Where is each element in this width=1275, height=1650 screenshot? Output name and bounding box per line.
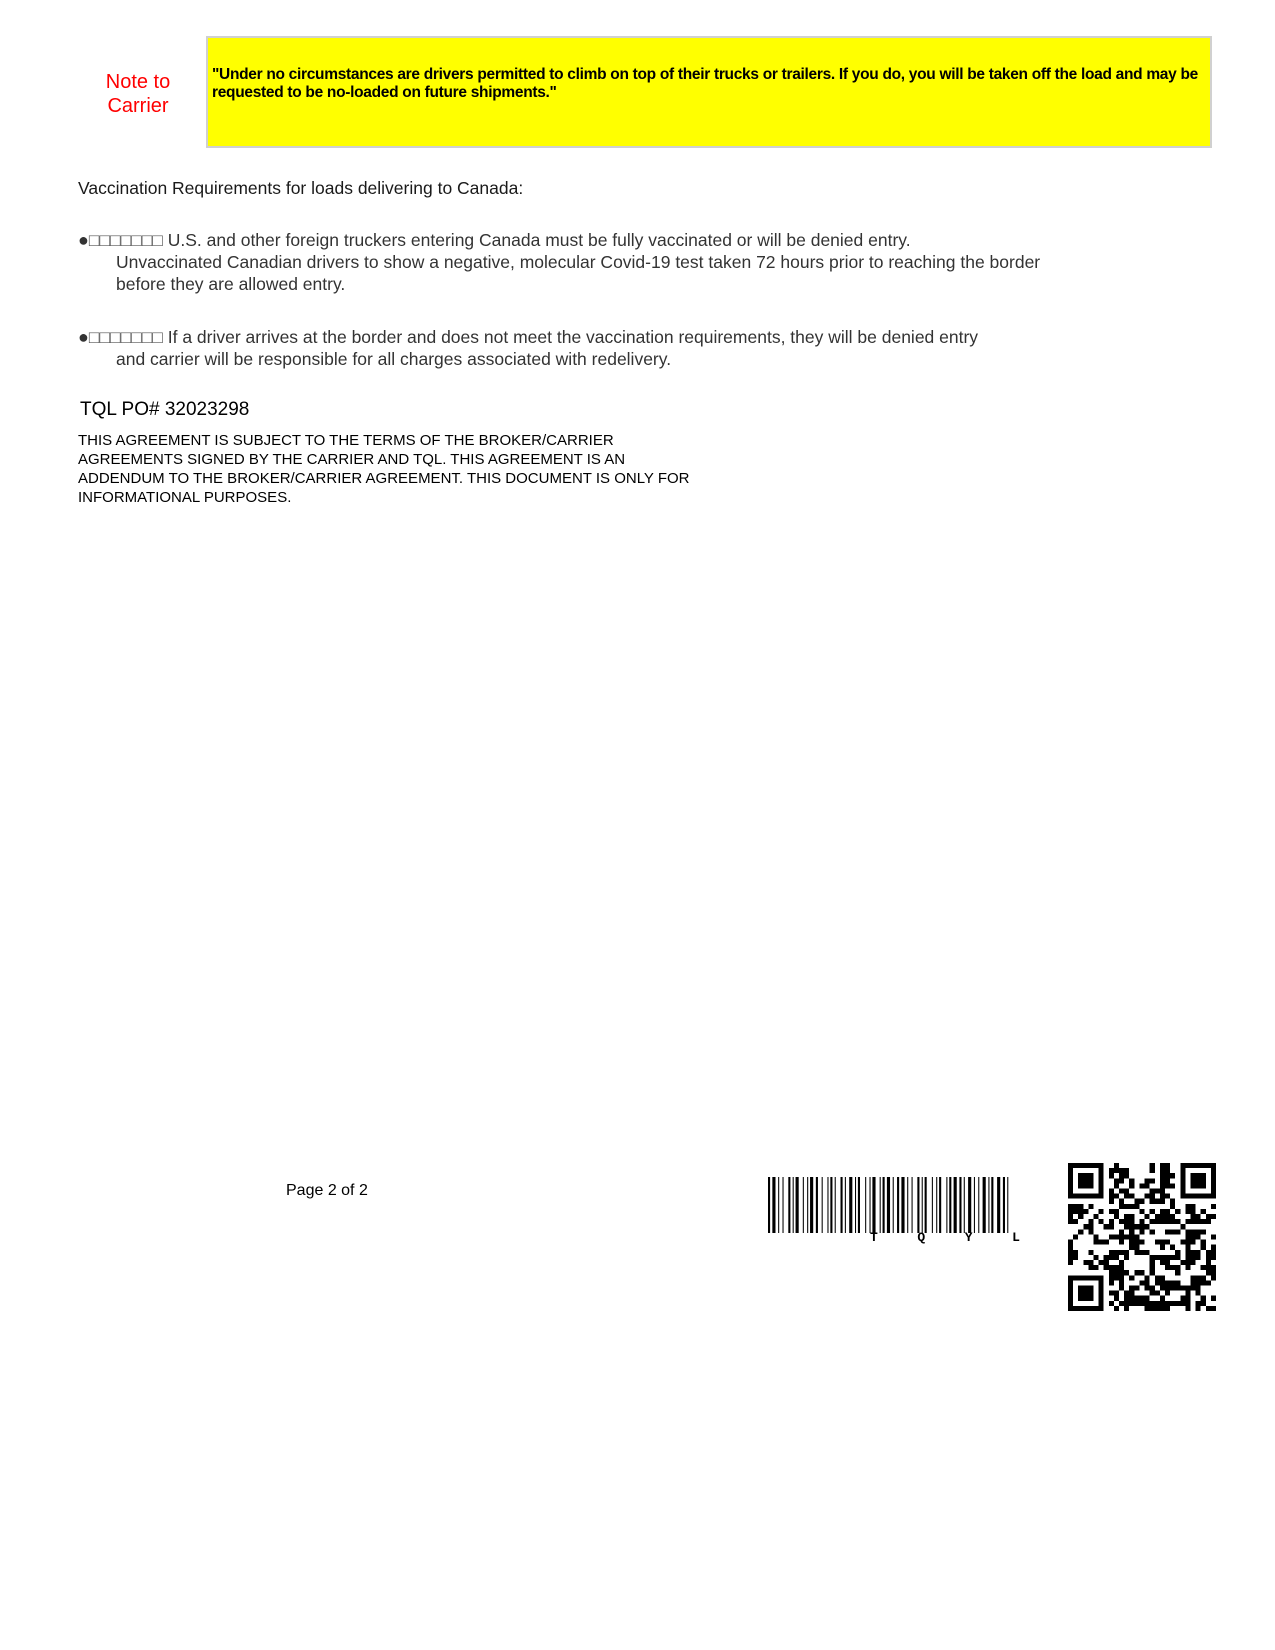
note-label-line1: Note to bbox=[105, 71, 171, 93]
qr-code bbox=[1068, 1163, 1216, 1311]
vaccination-heading: Vaccination Requirements for loads delivering to Canada: bbox=[78, 178, 524, 198]
agreement-line: AGREEMENTS SIGNED BY THE CARRIER AND TQL. THIS AGREEMENT IS AN bbox=[78, 451, 626, 468]
vaccination-bullet bbox=[78, 229, 1058, 295]
bullet-icon: ● bbox=[78, 327, 89, 347]
bullet-first-line: If a driver arrives at the border and does not meet the vaccination requirements, they will be denied entry bbox=[167, 327, 979, 347]
bullet-first-line: U.S. and other foreign truckers entering Canada must be fully vaccinated or will be denied entry. bbox=[167, 230, 911, 250]
note-to-carrier-label bbox=[88, 70, 188, 118]
missing-glyph-boxes: □□□□□□□ bbox=[88, 230, 163, 250]
barcode-caption bbox=[870, 1230, 1020, 1245]
missing-glyph-boxes: □□□□□□□ bbox=[88, 327, 163, 347]
barcode-char: Q bbox=[917, 1230, 926, 1245]
agreement-line: ADDENDUM TO THE BROKER/CARRIER AGREEMENT. THIS DOCUMENT IS ONLY FOR bbox=[78, 470, 690, 487]
note-box bbox=[206, 36, 1212, 148]
agreement-line: THIS AGREEMENT IS SUBJECT TO THE TERMS OF THE BROKER/CARRIER bbox=[78, 432, 614, 449]
barcode-char: L bbox=[1012, 1230, 1020, 1245]
vaccination-bullet bbox=[78, 326, 1078, 370]
bullet-continuation: Unvaccinated Canadian drivers to show a negative, molecular Covid-19 test taken 72 hours prior to reaching the border before they are allowed entry. bbox=[116, 252, 1041, 294]
bullet-continuation: and carrier will be responsible for all charges associated with redelivery. bbox=[116, 349, 672, 369]
page-number: Page 2 of 2 bbox=[286, 1182, 368, 1199]
note-text: "Under no circumstances are drivers permitted to climb on top of their trucks or trailers. If you do, you will be taken off the load and may be requested to be no-loaded on future shipments." bbox=[212, 66, 1198, 101]
note-label-line2: Carrier bbox=[107, 95, 169, 117]
agreement-text bbox=[78, 431, 798, 507]
bullet-icon: ● bbox=[78, 230, 89, 250]
barcode bbox=[768, 1177, 1053, 1233]
agreement-line: INFORMATIONAL PURPOSES. bbox=[78, 489, 292, 506]
tql-po-number: TQL PO# 32023298 bbox=[80, 399, 250, 420]
barcode-char: Y bbox=[964, 1230, 973, 1245]
barcode-char: T bbox=[870, 1230, 878, 1245]
